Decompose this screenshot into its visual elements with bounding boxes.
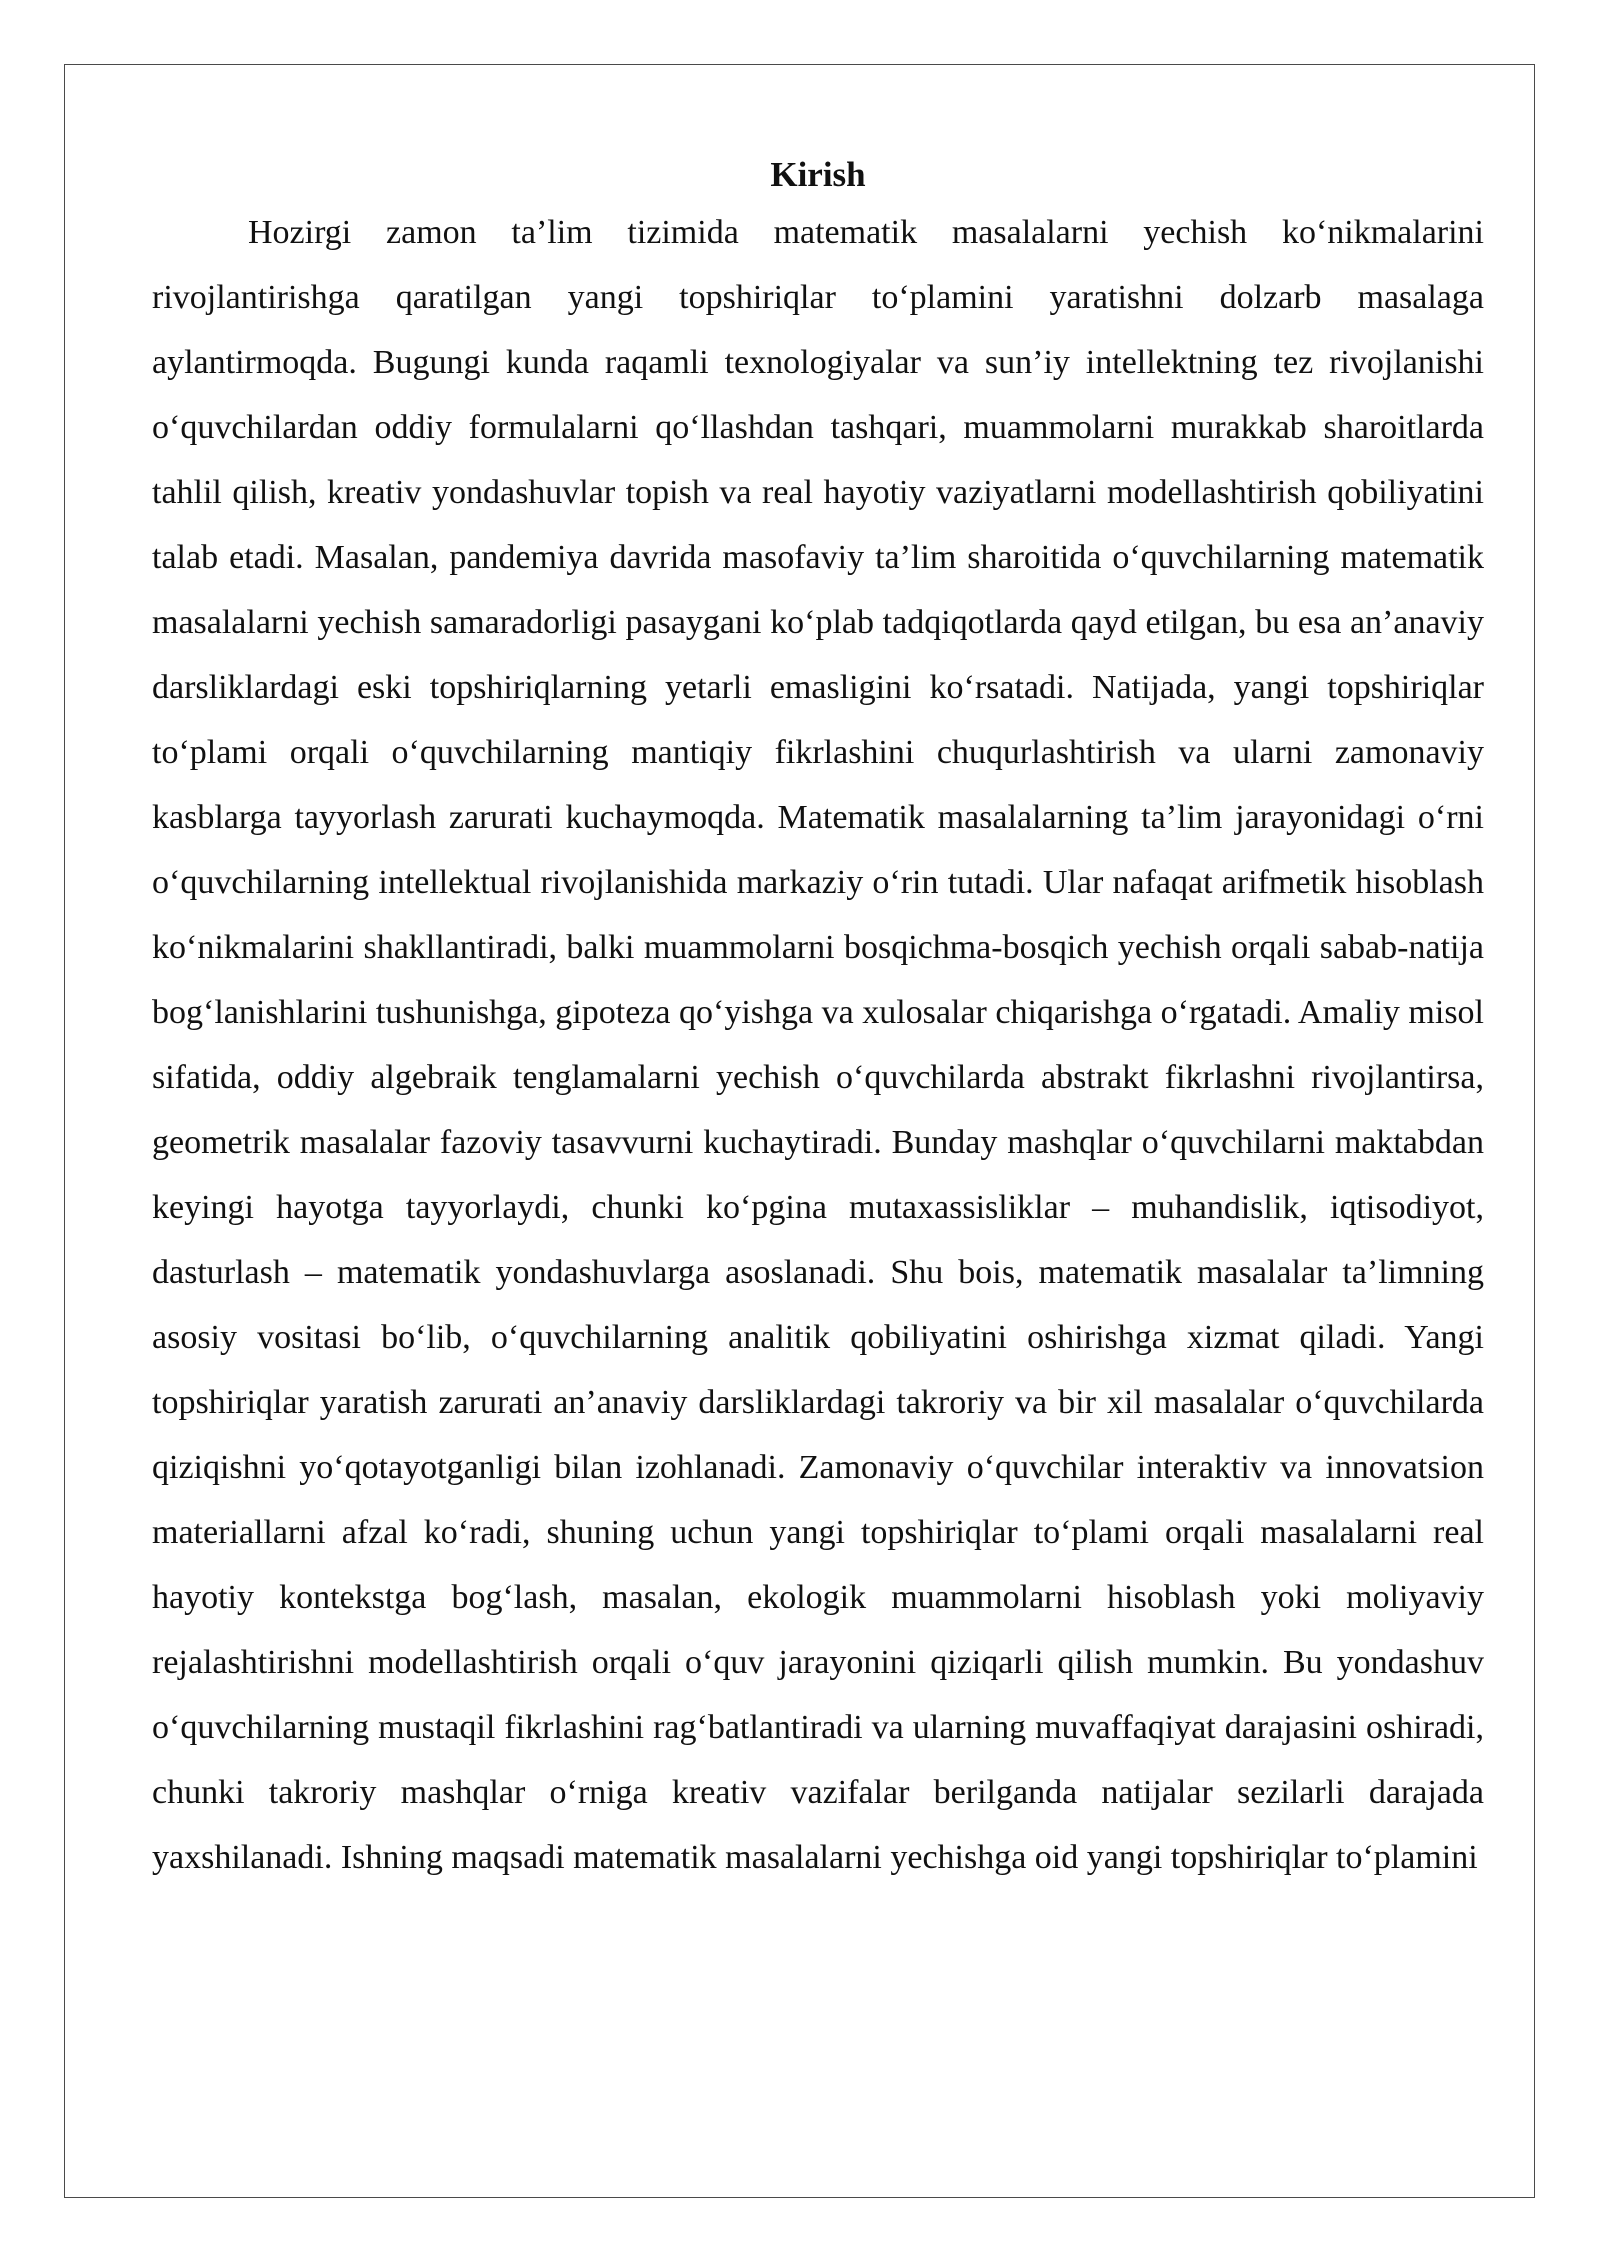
section-title: Kirish [770,155,866,194]
body-paragraph: Hozirgi zamon ta’lim tizimida matematik masalalarni yechish ko‘nikmalarini rivojlantirishga qaratilgan yangi topshiriqlar to‘plamini yaratishni dolzarb masalaga aylantirmoqda. Bugungi kunda raqamli texnologiyalar va sun’iy intellektning tez rivojlanishi o‘quvchilardan oddiy formulalarni qo‘llashdan tashqari, muammolarni murakkab sharoitlarda tahlil qilish, kreativ yondashuvlar topish va real hayotiy vaziyatlarni modellashtirish qobiliyatini talab etadi. Masalan, pandemiya davrida masofaviy ta’lim sharoitida o‘quvchilarning matematik masalalarni yechish samaradorligi pasaygani ko‘plab tadqiqotlarda qayd etilgan, bu esa an’anaviy darsliklardagi eski topshiriqlarning yetarli emasligini ko‘rsatadi. Natijada, yangi topshiriqlar to‘plami orqali o‘quvchilarning mantiqiy fikrlashini chuqurlashtirish va ularni zamonaviy kasblarga tayyorlash zarurati kuchaymoqda. Matematik masalalarning ta’lim jarayonidagi o‘rni o‘quvchilarning intellektual rivojlanishida markaziy o‘rin tutadi. Ular nafaqat arifmetik hisoblash ko‘nikmalarini shakllantiradi, balki muammolarni bosqichma-bosqich yechish orqali sabab-natija bog‘lanishlarini tushunishga, gipoteza qo‘yishga va xulosalar chiqarishga o‘rgatadi. Amaliy misol sifatida, oddiy algebraik tenglamalarni yechish o‘quvchilarda abstrakt fikrlashni rivojlantirsa, geometrik masalalar fazoviy tasavvurni kuchaytiradi. Bunday mashqlar o‘quvchilarni maktabdan keyingi hayotga tayyorlaydi, chunki ko‘pgina mutaxassisliklar – muhandislik, iqtisodiyot, dasturlash – matematik yondashuvlarga asoslanadi. Shu bois, matematik masalalar ta’limning asosiy vositasi bo‘lib, o‘quvchilarning analitik qobiliyatini oshirishga xizmat qiladi. Yangi topshiriqlar yaratish zarurati an’anaviy darsliklardagi takroriy va bir xil masalalar o‘quvchilarda qiziqishni yo‘qotayotganligi bilan izohlanadi. Zamonaviy o‘quvchilar interaktiv va innovatsion materiallarni afzal ko‘radi, shuning uchun yangi topshiriqlar to‘plami orqali masalalarni real hayotiy kontekstga bog‘lash, masalan, ekologik muammolarni hisoblash yoki moliyaviy rejalashtirishni modellashtirish orqali o‘quv jarayonini qiziqarli qilish mumkin. Bu yondashuv o‘quvchilarning mustaqil fikrlashini rag‘batlantiradi va ularning muvaffaqiyat darajasini oshiradi, chunki takroriy mashqlar o‘rniga kreativ vazifalar berilganda natijalar sezilarli darajada yaxshilanadi. Ishning maqsadi matematik masalalarni yechishga oid yangi topshiriqlar to‘plamini [152,214,1484,1876]
document-body [152,150,1484,1890]
